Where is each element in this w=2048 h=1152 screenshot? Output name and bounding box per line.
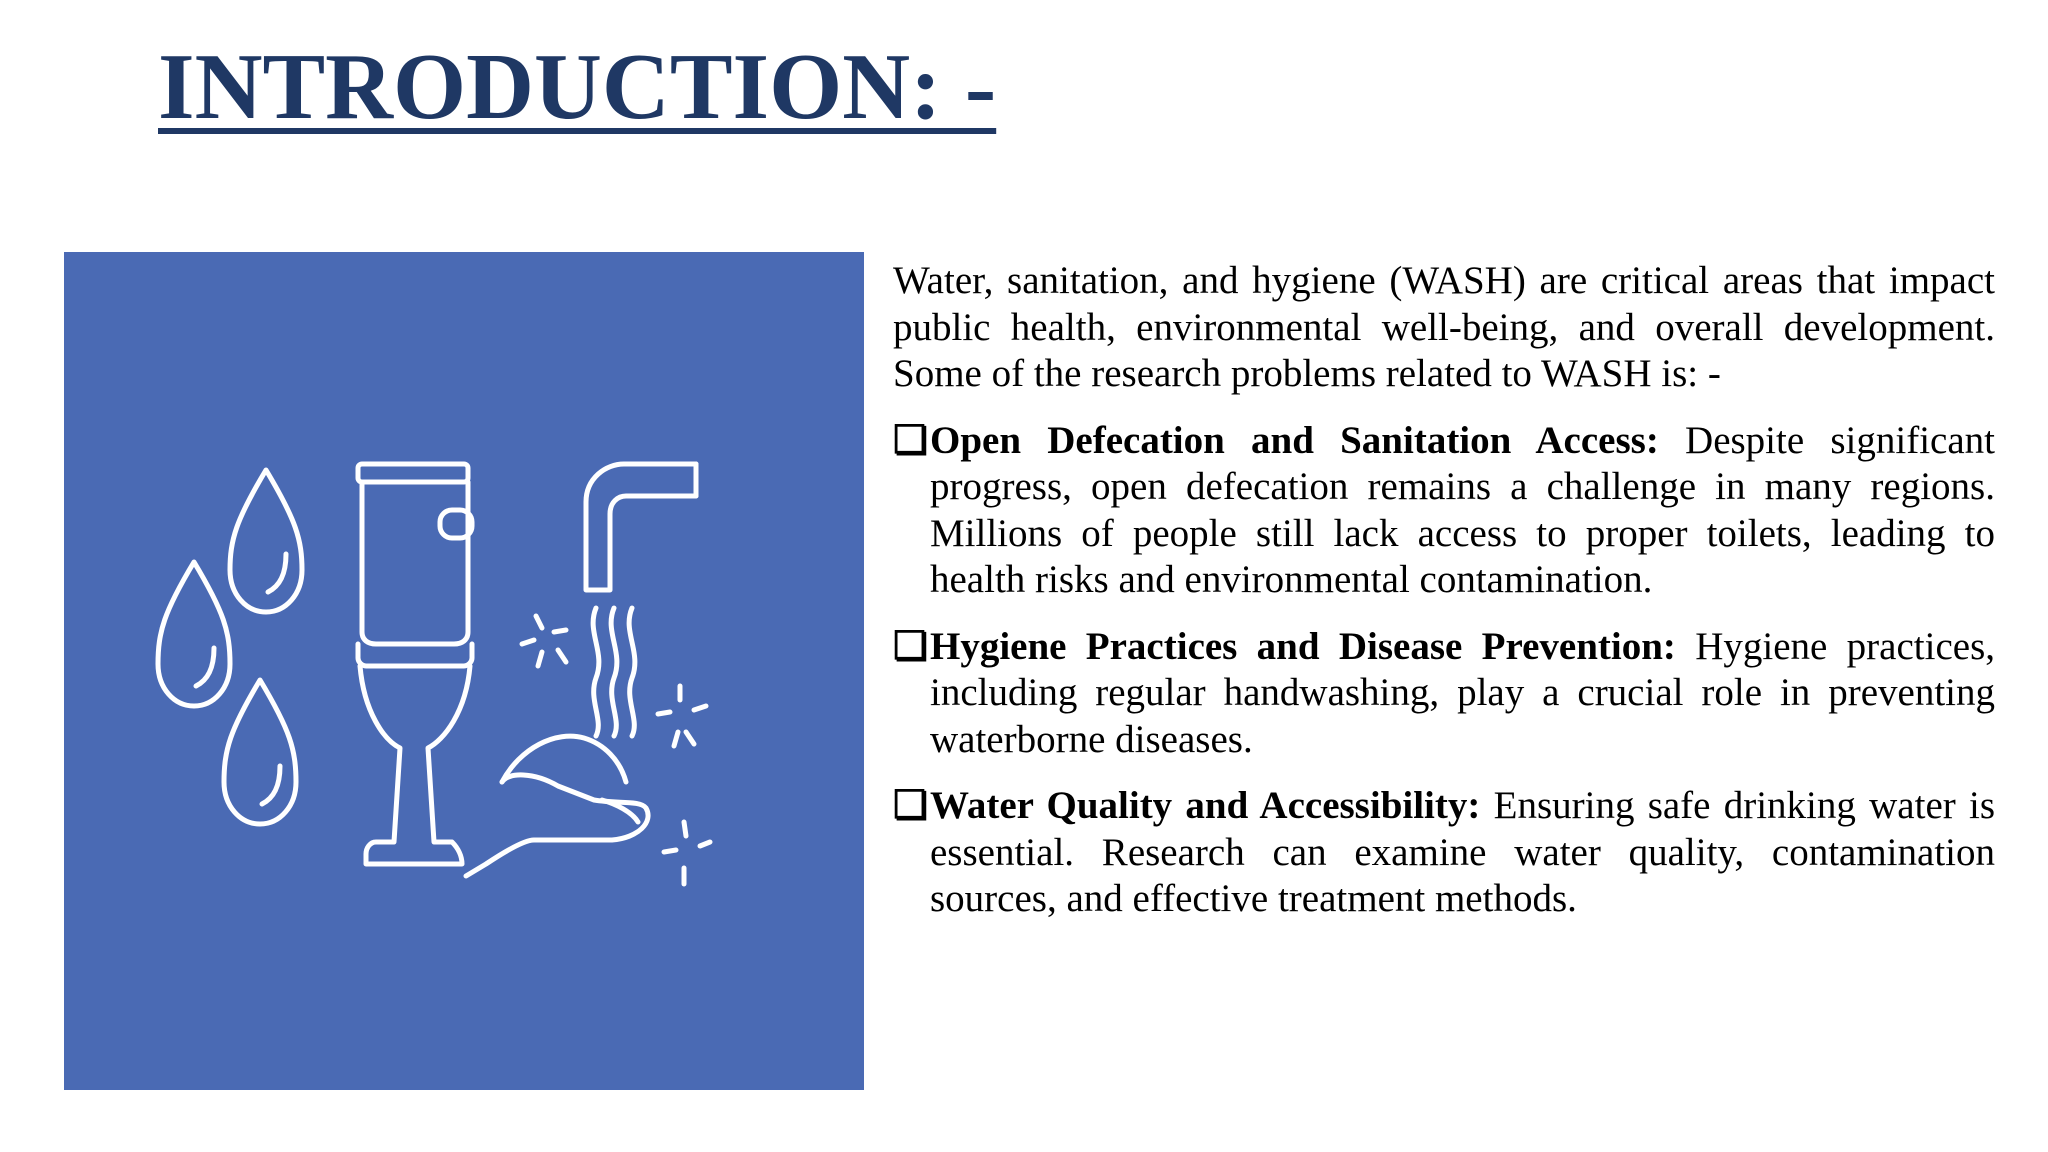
- checkbox-bullet-icon: ❏: [893, 784, 928, 827]
- water-drop-icon: [230, 470, 302, 612]
- sparkle-icon: [522, 616, 566, 666]
- bullet-item: [893, 624, 1995, 764]
- checkbox-bullet-icon: ❏: [893, 418, 928, 462]
- wash-illustration: [64, 252, 864, 1090]
- bullet-item: [893, 783, 1995, 923]
- sparkle-icon: [664, 822, 710, 884]
- water-stream-icon: [593, 608, 635, 736]
- handwashing-icon: [466, 736, 648, 876]
- water-drop-icon: [158, 562, 230, 706]
- bullet-text: Hygiene practices, including regular handwashing, play a crucial role in preventing waterborne diseases.: [930, 624, 1996, 761]
- bullet-text: Despite significant progress, open defecation remains a challenge in many regions. Millions of people still lack access to proper toilets, leading to health risks and environmental contamination.: [930, 418, 1995, 601]
- bullet-item: [893, 418, 1995, 604]
- bullet-text: Ensuring safe drinking water is essential. Research can examine water quality, contamination sources, and effective treatment methods.: [930, 784, 1996, 920]
- toilet-icon: [358, 464, 472, 864]
- checkbox-bullet-icon: ❏: [893, 624, 928, 668]
- bullet-heading: Hygiene Practices and Disease Prevention:: [930, 624, 1676, 668]
- body-text: [893, 258, 1995, 943]
- intro-paragraph: Water, sanitation, and hygiene (WASH) are critical areas that impact public health, environmental well-being, and overall development. Some of the research problems related to WASH is: -: [893, 259, 1995, 395]
- water-drop-icon: [224, 680, 296, 824]
- slide-title: INTRODUCTION: -: [158, 35, 997, 139]
- bullet-heading: Open Defecation and Sanitation Access:: [930, 418, 1659, 462]
- bullet-heading: Water Quality and Accessibility:: [930, 784, 1481, 827]
- faucet-icon: [586, 464, 696, 590]
- sparkle-icon: [658, 686, 706, 746]
